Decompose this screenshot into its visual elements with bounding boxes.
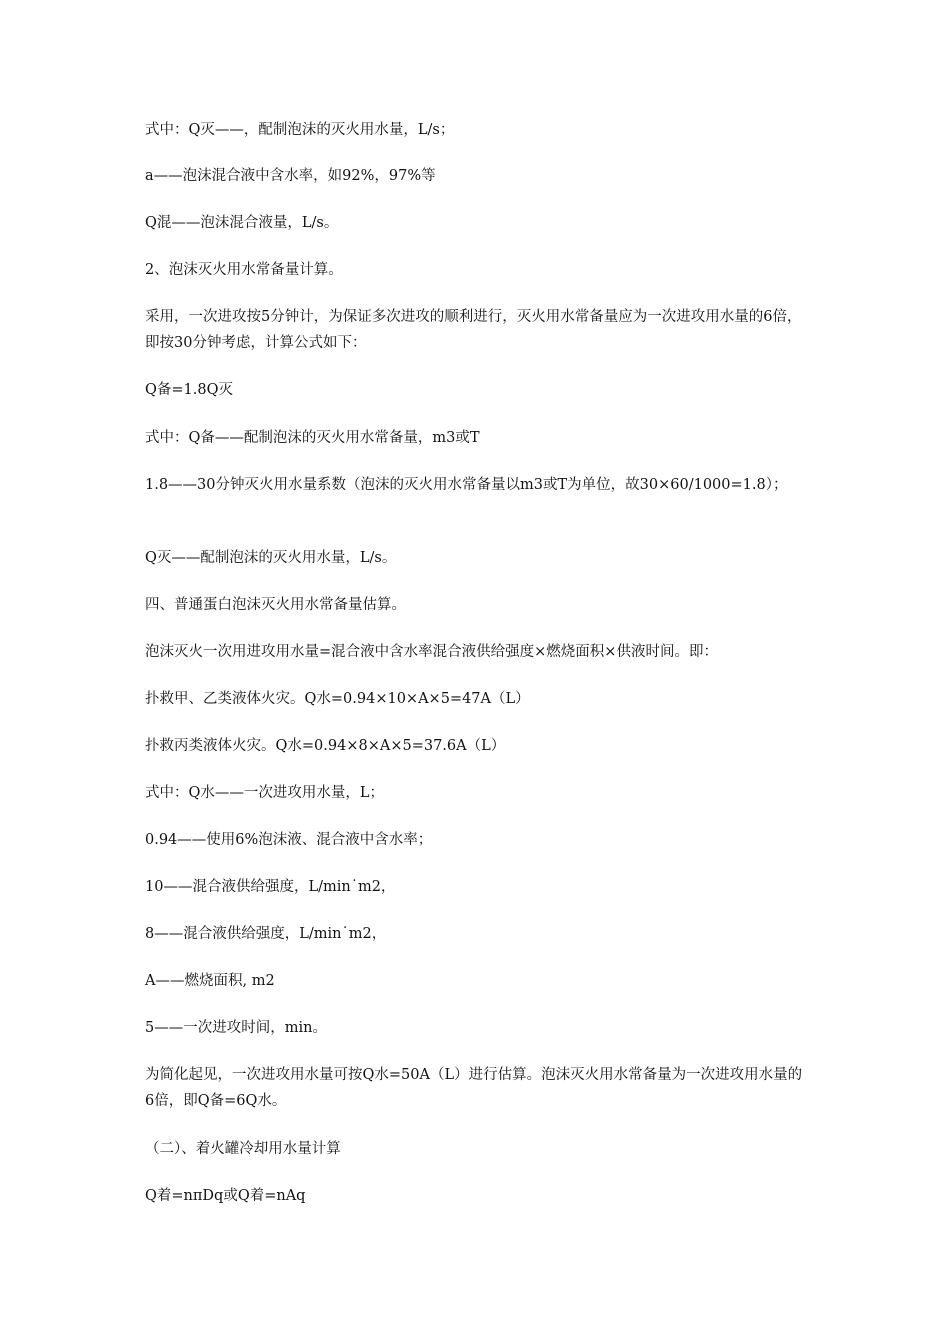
paragraph-a-water-content: a——泡沫混合液中含水率，如92%，97%等 bbox=[145, 168, 436, 184]
paragraph-coefficient-1-8: 1.8——30分钟灭火用水量系数（泡沫的灭火用水常备量以m3或T为单位，故30×60/1000=1.8）； bbox=[145, 477, 788, 493]
paragraph-5-attack-time: 5——一次进攻时间，min。 bbox=[145, 1020, 327, 1036]
paragraph-qzhao-formula: Q着=nπDq或Q着=nAq bbox=[145, 1188, 306, 1204]
paragraph-8-supply-intensity: 8——混合液供给强度，L/min˙m2， bbox=[145, 926, 387, 942]
paragraph-section-4-heading: 四、普通蛋白泡沫灭火用水常备量估算。 bbox=[145, 597, 406, 613]
paragraph-section-2-sub-heading: （二）、着火罐冷却用水量计算 bbox=[145, 1141, 341, 1157]
paragraph-section-2-heading: 2、泡沫灭火用水常备量计算。 bbox=[145, 262, 343, 278]
paragraph-attack-duration: 采用，一次进攻按5分钟计，为保证多次进攻的顺利进行，灭火用水常备量应为一次进攻用水量的6倍，即按30分钟考虑，计算公式如下： bbox=[145, 309, 802, 351]
paragraph-qhun-definition: Q混——泡沫混合液量，L/s。 bbox=[145, 215, 339, 231]
paragraph-a-burning-area: A——燃烧面积, m2 bbox=[145, 973, 275, 989]
paragraph-qbei-definition: 式中：Q备——配制泡沫的灭火用水常备量，m3或T bbox=[145, 430, 480, 446]
paragraph-foam-attack-water: 泡沫灭火一次用进攻用水量=混合液中含水率混合液供给强度×燃烧面积×供液时间。即： bbox=[145, 644, 718, 660]
paragraph-class-ab-fire: 扑救甲、乙类液体火灾。Q水=0.94×10×A×5=47A（L） bbox=[145, 691, 530, 707]
paragraph-qshui-definition: 式中：Q水——一次进攻用水量，L； bbox=[145, 785, 385, 801]
paragraph-qbei-formula: Q备=1.8Q灭 bbox=[145, 382, 233, 398]
paragraph-simplified-estimate: 为简化起见，一次进攻用水量可按Q水=50A（L）进行估算。泡沫灭火用水常备量为一次进攻用水量的6倍，即Q备=6Q水。 bbox=[145, 1067, 803, 1109]
paragraph-10-supply-intensity: 10——混合液供给强度，L/min˙m2， bbox=[145, 879, 396, 895]
paragraph-qmie-definition: 式中：Q灭——，配制泡沫的灭火用水量，L/s； bbox=[145, 122, 455, 138]
paragraph-class-c-fire: 扑救丙类液体火灾。Q水=0.94×8×A×5=37.6A（L） bbox=[145, 738, 506, 754]
paragraph-qmie-definition-2: Q灭——配制泡沫的灭火用水量，L/s。 bbox=[145, 550, 397, 566]
paragraph-0-94-definition: 0.94——使用6%泡沫液、混合液中含水率； bbox=[145, 832, 433, 848]
